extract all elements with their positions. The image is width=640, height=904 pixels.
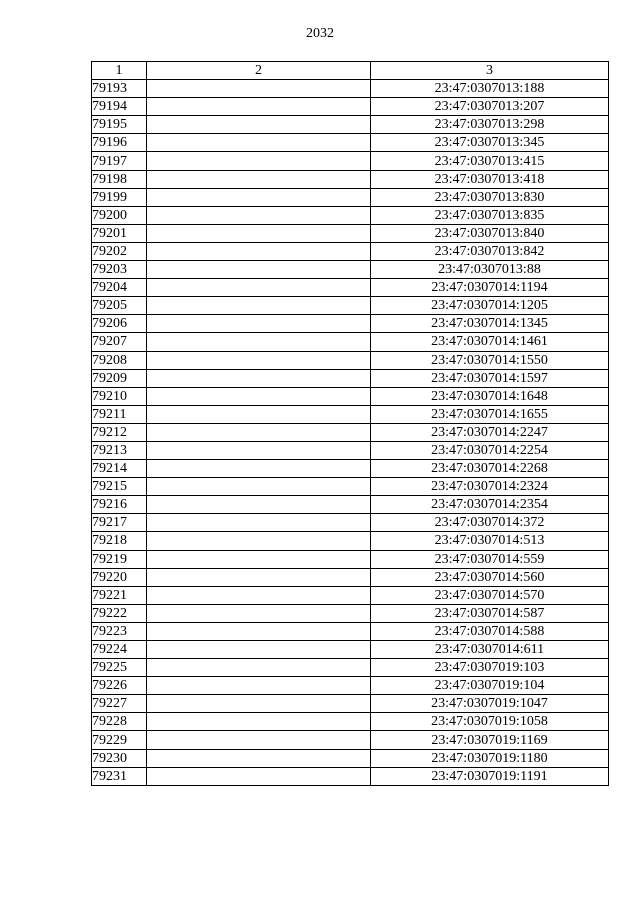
table-row <box>92 333 609 351</box>
cadastral-number-cell: 23:47:0307013:840 <box>371 224 609 242</box>
cadastral-number-cell: 23:47:0307014:1345 <box>371 315 609 333</box>
row-number-cell: 79211 <box>92 405 147 423</box>
row-empty-cell <box>147 568 371 586</box>
row-empty-cell <box>147 405 371 423</box>
cadastral-number-cell: 23:47:0307013:842 <box>371 242 609 260</box>
table-row <box>92 441 609 459</box>
table-row <box>92 170 609 188</box>
table-row <box>92 478 609 496</box>
row-empty-cell <box>147 387 371 405</box>
table-row <box>92 496 609 514</box>
cadastral-number-cell: 23:47:0307019:1047 <box>371 695 609 713</box>
row-empty-cell <box>147 351 371 369</box>
row-number-cell: 79200 <box>92 206 147 224</box>
row-number-cell: 79219 <box>92 550 147 568</box>
table-body <box>92 80 609 786</box>
table-row <box>92 188 609 206</box>
row-number-cell: 79213 <box>92 441 147 459</box>
row-number-cell: 79225 <box>92 659 147 677</box>
row-empty-cell <box>147 460 371 478</box>
row-empty-cell <box>147 749 371 767</box>
row-number-cell: 79221 <box>92 586 147 604</box>
cadastral-number-cell: 23:47:0307013:207 <box>371 98 609 116</box>
row-empty-cell <box>147 224 371 242</box>
row-empty-cell <box>147 441 371 459</box>
table-row <box>92 261 609 279</box>
cadastral-number-cell: 23:47:0307014:1655 <box>371 405 609 423</box>
row-empty-cell <box>147 152 371 170</box>
table-row <box>92 116 609 134</box>
row-number-cell: 79209 <box>92 369 147 387</box>
cadastral-number-cell: 23:47:0307019:103 <box>371 659 609 677</box>
cadastral-number-cell: 23:47:0307013:188 <box>371 80 609 98</box>
table-row <box>92 315 609 333</box>
row-number-cell: 79212 <box>92 423 147 441</box>
row-empty-cell <box>147 550 371 568</box>
row-number-cell: 79227 <box>92 695 147 713</box>
cadastral-number-cell: 23:47:0307019:1180 <box>371 749 609 767</box>
cadastral-number-cell: 23:47:0307014:2324 <box>371 478 609 496</box>
row-empty-cell <box>147 586 371 604</box>
table-row <box>92 641 609 659</box>
table-row <box>92 550 609 568</box>
page-number: 2032 <box>306 26 334 41</box>
table-row <box>92 279 609 297</box>
cadastral-number-cell: 23:47:0307014:1194 <box>371 279 609 297</box>
row-empty-cell <box>147 188 371 206</box>
table-row <box>92 369 609 387</box>
table-row <box>92 677 609 695</box>
row-empty-cell <box>147 116 371 134</box>
cadastral-number-cell: 23:47:0307014:1205 <box>371 297 609 315</box>
cadastral-number-cell: 23:47:0307014:1597 <box>371 369 609 387</box>
row-number-cell: 79224 <box>92 641 147 659</box>
row-empty-cell <box>147 423 371 441</box>
row-empty-cell <box>147 496 371 514</box>
cadastral-number-cell: 23:47:0307013:415 <box>371 152 609 170</box>
row-empty-cell <box>147 622 371 640</box>
row-empty-cell <box>147 713 371 731</box>
cadastral-number-cell: 23:47:0307019:1169 <box>371 731 609 749</box>
row-empty-cell <box>147 98 371 116</box>
cadastral-number-cell: 23:47:0307014:1461 <box>371 333 609 351</box>
table-row <box>92 297 609 315</box>
row-empty-cell <box>147 333 371 351</box>
cadastral-number-cell: 23:47:0307014:2247 <box>371 423 609 441</box>
cadastral-number-cell: 23:47:0307013:298 <box>371 116 609 134</box>
row-empty-cell <box>147 677 371 695</box>
cadastral-number-cell: 23:47:0307019:1058 <box>371 713 609 731</box>
row-number-cell: 79230 <box>92 749 147 767</box>
row-number-cell: 79218 <box>92 532 147 550</box>
row-number-cell: 79203 <box>92 261 147 279</box>
row-empty-cell <box>147 297 371 315</box>
cadastral-number-cell: 23:47:0307014:587 <box>371 604 609 622</box>
row-empty-cell <box>147 695 371 713</box>
row-number-cell: 79216 <box>92 496 147 514</box>
table-row <box>92 387 609 405</box>
row-number-cell: 79226 <box>92 677 147 695</box>
row-empty-cell <box>147 532 371 550</box>
table-row <box>92 622 609 640</box>
cadastral-number-cell: 23:47:0307014:560 <box>371 568 609 586</box>
row-empty-cell <box>147 478 371 496</box>
row-empty-cell <box>147 731 371 749</box>
row-number-cell: 79206 <box>92 315 147 333</box>
cadastral-number-cell: 23:47:0307014:1550 <box>371 351 609 369</box>
table-row <box>92 242 609 260</box>
row-empty-cell <box>147 134 371 152</box>
cadastral-number-cell: 23:47:0307014:2254 <box>371 441 609 459</box>
table-row <box>92 405 609 423</box>
table-row <box>92 767 609 785</box>
row-number-cell: 79215 <box>92 478 147 496</box>
row-number-cell: 79194 <box>92 98 147 116</box>
table-row <box>92 98 609 116</box>
table-row <box>92 749 609 767</box>
cadastral-number-cell: 23:47:0307013:418 <box>371 170 609 188</box>
cadastral-number-cell: 23:47:0307013:835 <box>371 206 609 224</box>
row-empty-cell <box>147 315 371 333</box>
row-number-cell: 79198 <box>92 170 147 188</box>
cadastral-number-cell: 23:47:0307014:1648 <box>371 387 609 405</box>
row-number-cell: 79222 <box>92 604 147 622</box>
table-row <box>92 568 609 586</box>
row-empty-cell <box>147 170 371 188</box>
row-number-cell: 79217 <box>92 514 147 532</box>
row-number-cell: 79204 <box>92 279 147 297</box>
row-number-cell: 79223 <box>92 622 147 640</box>
column-header-3: 3 <box>371 62 609 80</box>
cadastral-number-cell: 23:47:0307013:88 <box>371 261 609 279</box>
table-row <box>92 586 609 604</box>
table-row <box>92 514 609 532</box>
table-header <box>92 62 609 80</box>
row-empty-cell <box>147 514 371 532</box>
row-empty-cell <box>147 369 371 387</box>
cadastral-number-cell: 23:47:0307014:570 <box>371 586 609 604</box>
row-empty-cell <box>147 279 371 297</box>
cadastral-number-cell: 23:47:0307014:559 <box>371 550 609 568</box>
row-number-cell: 79207 <box>92 333 147 351</box>
cadastral-number-cell: 23:47:0307014:611 <box>371 641 609 659</box>
column-header-2: 2 <box>147 62 371 80</box>
row-empty-cell <box>147 261 371 279</box>
table-row <box>92 695 609 713</box>
cadastral-number-cell: 23:47:0307019:1191 <box>371 767 609 785</box>
row-empty-cell <box>147 767 371 785</box>
cadastral-number-cell: 23:47:0307013:345 <box>371 134 609 152</box>
row-number-cell: 79214 <box>92 460 147 478</box>
row-empty-cell <box>147 206 371 224</box>
row-number-cell: 79193 <box>92 80 147 98</box>
row-empty-cell <box>147 242 371 260</box>
cadastral-number-cell: 23:47:0307014:588 <box>371 622 609 640</box>
row-empty-cell <box>147 641 371 659</box>
row-number-cell: 79196 <box>92 134 147 152</box>
table-row <box>92 423 609 441</box>
cadastral-number-cell: 23:47:0307014:513 <box>371 532 609 550</box>
table-row <box>92 152 609 170</box>
row-number-cell: 79228 <box>92 713 147 731</box>
table-row <box>92 460 609 478</box>
row-number-cell: 79205 <box>92 297 147 315</box>
row-empty-cell <box>147 80 371 98</box>
table-row <box>92 80 609 98</box>
row-number-cell: 79201 <box>92 224 147 242</box>
column-header-1: 1 <box>92 62 147 80</box>
row-empty-cell <box>147 604 371 622</box>
table-row <box>92 532 609 550</box>
row-number-cell: 79197 <box>92 152 147 170</box>
row-number-cell: 79231 <box>92 767 147 785</box>
row-number-cell: 79199 <box>92 188 147 206</box>
table-row <box>92 351 609 369</box>
table-row <box>92 659 609 677</box>
row-number-cell: 79210 <box>92 387 147 405</box>
row-number-cell: 79202 <box>92 242 147 260</box>
row-empty-cell <box>147 659 371 677</box>
table-row <box>92 713 609 731</box>
registry-table <box>91 61 609 786</box>
table-row <box>92 134 609 152</box>
cadastral-number-cell: 23:47:0307014:2268 <box>371 460 609 478</box>
row-number-cell: 79220 <box>92 568 147 586</box>
row-number-cell: 79208 <box>92 351 147 369</box>
row-number-cell: 79195 <box>92 116 147 134</box>
cadastral-number-cell: 23:47:0307014:2354 <box>371 496 609 514</box>
table-row <box>92 224 609 242</box>
table-row <box>92 731 609 749</box>
row-number-cell: 79229 <box>92 731 147 749</box>
cadastral-number-cell: 23:47:0307019:104 <box>371 677 609 695</box>
table-row <box>92 206 609 224</box>
table-row <box>92 604 609 622</box>
header-row <box>92 62 609 80</box>
cadastral-number-cell: 23:47:0307013:830 <box>371 188 609 206</box>
cadastral-number-cell: 23:47:0307014:372 <box>371 514 609 532</box>
